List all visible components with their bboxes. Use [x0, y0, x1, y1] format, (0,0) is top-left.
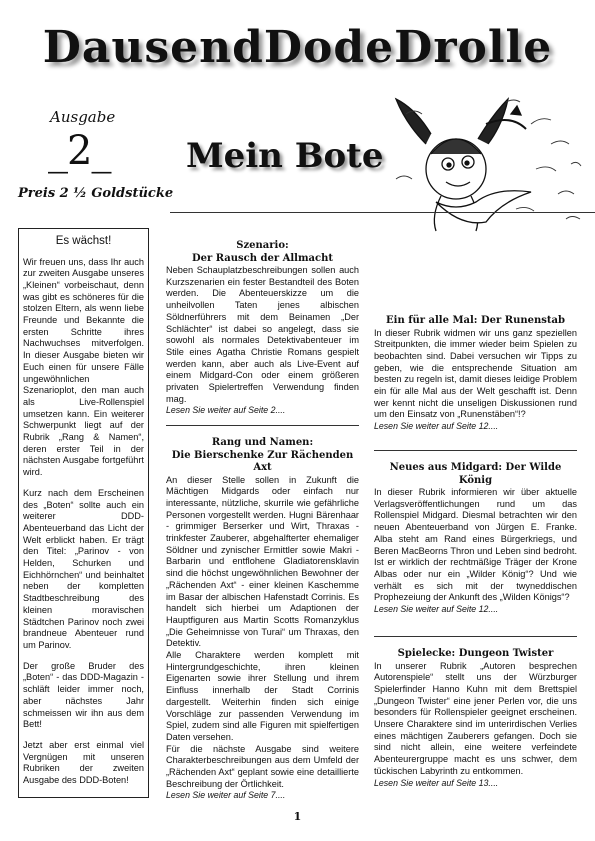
article-rang-und-namen	[166, 437, 359, 802]
continue-link[interactable]: Lesen Sie weiter auf Seite 13....	[374, 777, 499, 788]
editorial-paragraph: Der große Bruder des „Boten“ - das DDD-Magazin - schläft leider immer noch, aber nächstes Jahr schmeissen wir ihn aus dem Bett!	[23, 660, 144, 730]
masthead-title: DausendDodeDrolle	[42, 22, 553, 73]
header-rule	[170, 212, 595, 213]
article-title: Spielecke: Dungeon Twister	[397, 648, 554, 659]
editorial-paragraph: Kurz nach dem Erscheinen des „Boten“ sollte auch ein weiterer DDD-Abenteuerband das Licht der Welt erblickt haben. Er trägt den Titel: „Parinov - von Helden, Schurken und Eichhörnchen“ und beinhaltet neben der kompletten Stadtbeschreibung des kleinen moravischen Städtchen Parinov noch zwei brandneue Abenteuer rund um Parinov.	[23, 487, 144, 650]
article-body: In unserer Rubrik „Autoren besprechen Autorenspiele“ stellt uns der Würzburger Spielerfinder Hanno Kuhn mit dem Brettspiel „Dungeon Twister“ eine jener Perlen vor, die uns besonders für Rollenspieler geeignet erscheinen. Unsere Charaktere sind im unterirdischen Verlies eines mächtigen Zauberers gefangen. Doch sie sind nicht allein, eine weitere verfeindete Abenteurergruppe macht es uns schwer, dem tückischen Labyrinth zu entkommen.	[374, 660, 577, 776]
article-title: Die Bierschenke Zur Rächenden Axt	[171, 449, 354, 473]
article-wilder-koenig	[374, 462, 577, 616]
editorial-box	[18, 228, 149, 798]
continue-link[interactable]: Lesen Sie weiter auf Seite 2....	[166, 405, 286, 416]
article-body: In dieser Rubrik widmen wir uns ganz speziellen Streitpunkten, die immer wieder beim Spielen zu beobachten sind. Dabei versuchen wir Tipps zu geben, wie die entsprechende Situation am besten zu regeln ist, damit dieses leidige Problem ein für alle Mal aus der Welt geschafft ist. Denn wer kennt nicht die unseligen Diskussionen rund um den Einsatz von „Runenstäben“!?	[374, 327, 577, 420]
divider	[374, 636, 577, 637]
article-title: Der Rausch der Allmacht	[191, 252, 334, 264]
article-body: Für die nächste Ausgabe sind weitere Charakterbeschreibungen aus dem Umfeld der „Rächenden Axt“ geplant sowie eine detaillierte Beschreibung der Örtlichkeit.	[166, 743, 359, 789]
article-body: Neben Schauplatzbeschreibungen sollen auch Kurzszenarien ein fester Bestandteil des Boten werden. Die Abenteuerskizze um die unheilvollen Taten jenes albischen Söldnerführers mit dem Beinamen „Der Schlächter“ ist dabei so angelegt, dass sie sowohl als normales Detektivabenteuer im Stile eines Agatha Christie Romans gespielt werden kann, aber auch als Live-Event auf einem Midgard-Con oder einem größeren privaten Spielertreffen Verwendung finden mag.	[166, 265, 359, 404]
issue-price: Preis 2 ½ Goldstücke	[18, 186, 174, 201]
editorial-paragraph: Jetzt aber erst einmal viel Vergnügen mit unseren Rubriken der zweiten Ausgabe des DDD-Boten!	[23, 739, 144, 786]
issue-number: _2_	[48, 128, 111, 174]
article-kicker: Szenario:	[236, 240, 289, 251]
article-body: Alle Charaktere werden komplett mit Hintergrundgeschichte, ihren kleinen Eigenarten sowie ihrer Stellung und ihrem Einfluss innerhalb der Stadt Corrinis dargestellt. Weiterhin finden sich einige Vorschläge zur passenden Verwendung im Spiel, zudem sind alle Figuren mit spielfertigen Daten versehen.	[166, 650, 359, 742]
article-runenstab	[374, 315, 577, 433]
divider	[374, 450, 577, 451]
article-body: An dieser Stelle sollen in Zukunft die Mächtigen Midgards oder einfach nur interessante, nützliche, skurrile wie gefährliche Personen vorgestellt werden. Hugni Bärenhaar - grimmiger Berserker und Wirt, Thraxas - trinkfester Zauberer, abgehalfterter ehemaliger Söldner und zynischer Ermittler sowie Makri - Barbarin und entflohene Gladiatorensklavin sind die höchst ungewöhnlichen Bewohner der „Rächenden Axt“ - einer kleinen Kaschemme im Basar der albischen Hafenstadt Corrinis. Es handelt sich hierbei um Adaptionen der Hauptfiguren aus Martin Scotts Romanzyklus „Die Geheimnisse von Turai“ um Thraxas, den Detektiv.	[166, 474, 359, 649]
section-title: Mein Bote	[186, 136, 384, 176]
divider	[166, 425, 359, 426]
article-spielecke	[374, 648, 577, 789]
continue-link[interactable]: Lesen Sie weiter auf Seite 12....	[374, 421, 499, 432]
editorial-heading: Es wächst!	[55, 235, 112, 247]
article-title: Ein für alle Mal: Der Runenstab	[386, 315, 565, 326]
article-body: In dieser Rubrik informieren wir über aktuelle Verlagsveröffentlichungen rund um das Rollenspiel Midgard. Diesmal betrachten wir den neuen Abenteuerband von Jürgen E. Franke. Alba steht am Rand eines Bürgerkriegs, und Beren MacBeorns Thron und Leben sind bedroht. Ist er wirklich der rechtmäßige Träger der Krone Albas oder nur ein „Wilder König“? Und wie verhält es sich mit der twyneddischen Prophezeiung der Ankunft des „Wilden Königs“?	[374, 487, 577, 603]
article-kicker: Rang und Namen:	[211, 437, 314, 448]
article-title: Neues aus Midgard: Der Wilde König	[389, 462, 562, 486]
issue-label: Ausgabe	[50, 108, 116, 126]
editorial-paragraph: Wir freuen uns, dass Ihr auch zur zweiten Ausgabe unseres „Kleinen“ vorbeischaut, denn was gibt es schöneres für die stolzen Eltern, als wenn liebe Freunde und Bekannte die ersten Schritte ihres Nachwuchses mitverfolgen. In dieser Ausgabe bieten wir Euch einen für unsere Fälle ungewöhnlichen Szenarioplot, den man auch als Live-Rollenspiel umsetzen kann. Ein weiterer Schwerpunkt liegt auf der Rubrik „Rang & Namen“, deren erster Teil in der nächsten Ausgabe fortgeführt wird.	[23, 256, 144, 478]
continue-link[interactable]: Lesen Sie weiter auf Seite 12....	[374, 604, 499, 615]
page-number: 1	[293, 810, 302, 823]
article-szenario	[166, 240, 359, 417]
continue-link[interactable]: Lesen Sie weiter auf Seite 7....	[166, 790, 286, 801]
